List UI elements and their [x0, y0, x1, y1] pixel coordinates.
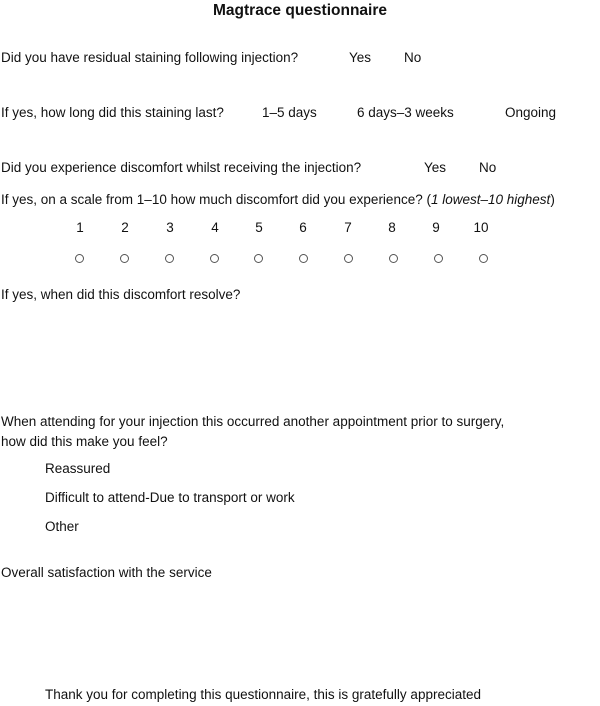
option-reassured[interactable]: Reassured — [45, 461, 111, 476]
scale-radio-6[interactable] — [299, 254, 308, 263]
question-overall-satisfaction: Overall satisfaction with the service — [1, 565, 212, 580]
scale-label-6: 6 — [299, 220, 307, 235]
question-discomfort: Did you experience discomfort whilst receiving the injection? — [1, 160, 362, 175]
scale-label-2: 2 — [121, 220, 129, 235]
scale-label-9: 9 — [432, 220, 440, 235]
scale-radio-5[interactable] — [254, 254, 263, 263]
option-discomfort-yes[interactable]: Yes — [424, 160, 447, 175]
footer-thank-you: Thank you for completing this questionnaire, this is gratefully appreciated — [45, 687, 481, 702]
scale-radio-4[interactable] — [210, 254, 219, 263]
option-duration-ongoing[interactable]: Ongoing — [505, 105, 557, 120]
scale-label-5: 5 — [255, 220, 263, 235]
question-residual-staining: Did you have residual staining following injection? — [1, 50, 299, 65]
option-staining-no[interactable]: No — [404, 50, 422, 65]
scale-label-4: 4 — [211, 220, 219, 235]
scale-label-1: 1 — [76, 220, 84, 235]
option-difficult-to-attend[interactable]: Difficult to attend-Due to transport or work — [45, 490, 295, 505]
question-appointment-feeling-line1: When attending for your injection this occurred another appointment prior to surgery, — [1, 414, 505, 429]
scale-radio-9[interactable] — [434, 254, 443, 263]
scale-radio-7[interactable] — [344, 254, 353, 263]
scale-radio-2[interactable] — [120, 254, 129, 263]
scale-radio-3[interactable] — [165, 254, 174, 263]
question-appointment-feeling-line2: how did this make you feel? — [1, 434, 168, 449]
question-discomfort-resolve: If yes, when did this discomfort resolve? — [1, 287, 241, 302]
option-duration-1-5-days[interactable]: 1–5 days — [262, 105, 317, 120]
scale-radio-10[interactable] — [479, 254, 488, 263]
scale-radio-1[interactable] — [75, 254, 84, 263]
scale-hint: 1 lowest–10 highest — [430, 192, 551, 207]
question-discomfort-scale-text: If yes, on a scale from 1–10 how much discomfort did you experience? ( — [1, 192, 431, 207]
option-staining-yes[interactable]: Yes — [349, 50, 372, 65]
scale-label-8: 8 — [388, 220, 396, 235]
scale-hint-close: ) — [550, 192, 555, 207]
scale-label-10: 10 — [473, 220, 489, 235]
question-staining-duration: If yes, how long did this staining last? — [1, 105, 224, 120]
scale-label-3: 3 — [166, 220, 174, 235]
page-title: Magtrace questionnaire — [213, 2, 387, 19]
option-discomfort-no[interactable]: No — [479, 160, 497, 175]
option-duration-6-days-3-weeks[interactable]: 6 days–3 weeks — [357, 105, 454, 120]
question-discomfort-scale — [1, 192, 555, 207]
scale-label-7: 7 — [344, 220, 352, 235]
scale-radio-8[interactable] — [389, 254, 398, 263]
option-other[interactable]: Other — [45, 519, 79, 534]
